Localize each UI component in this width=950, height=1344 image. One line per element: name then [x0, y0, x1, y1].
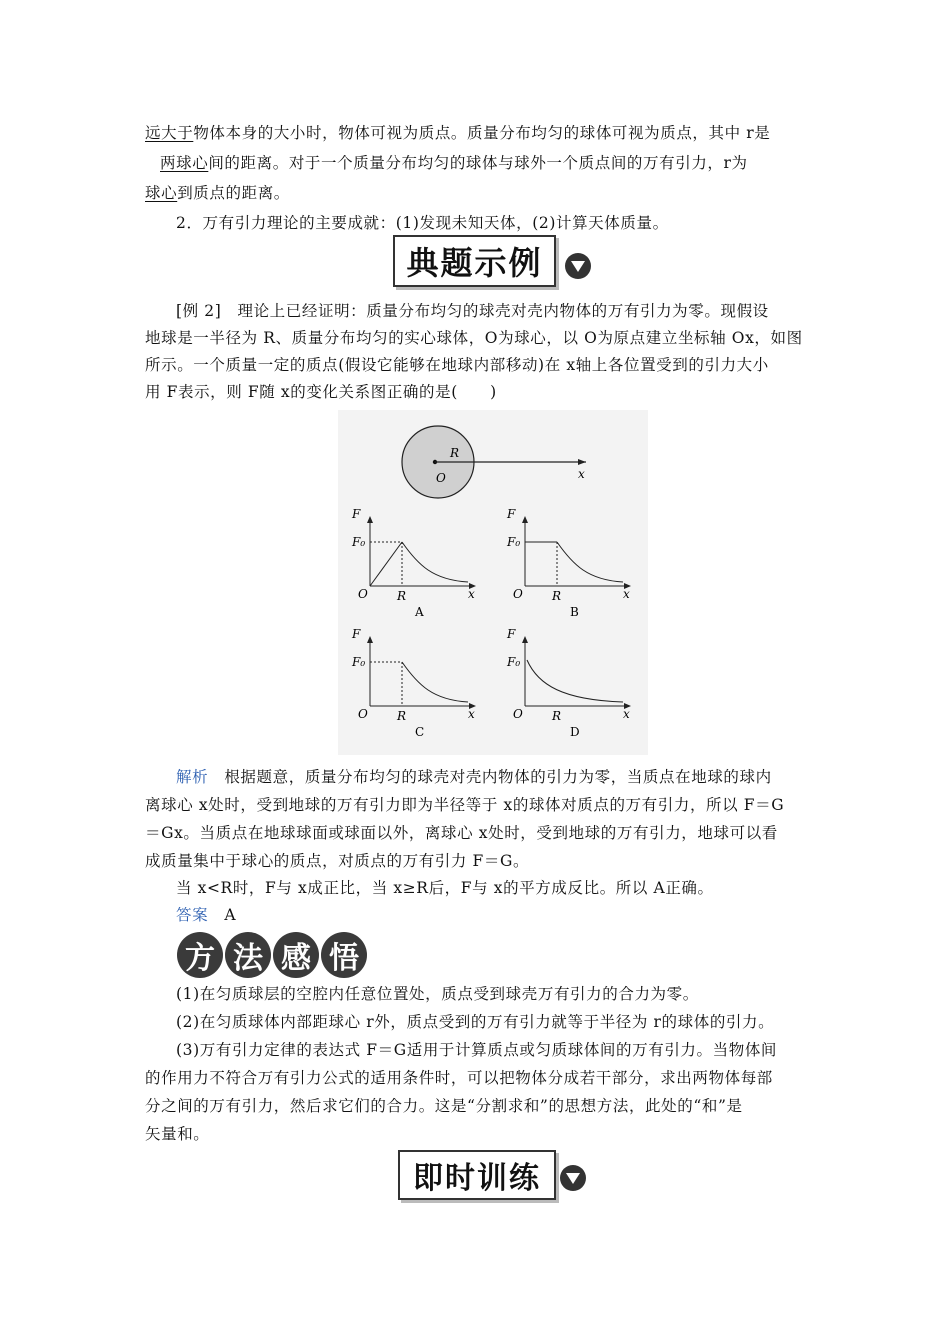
method-line-5: 分之间的万有引力，然后求它们的合力。这是“分割求和”的思想方法，此处的“和”是	[145, 1097, 743, 1115]
top-O-label: O	[436, 471, 446, 485]
x-label: x	[468, 587, 475, 601]
graph-a	[351, 507, 476, 619]
arrow-icon	[522, 516, 528, 523]
banner-label: 即时训练	[413, 1161, 541, 1196]
linear-segment	[370, 542, 402, 586]
intro-line-1	[145, 121, 770, 145]
banner-char: 悟	[321, 932, 367, 978]
analysis-label: 解析	[176, 768, 209, 786]
analysis-line-5: 当 x<R时，F与 x成正比，当 x≥R后，F与 x的平方成反比。所以 A正确。	[176, 879, 714, 897]
intro-line-3	[145, 181, 290, 205]
answer-line	[176, 903, 236, 927]
method-banner	[177, 932, 367, 978]
F0-label: F₀	[352, 655, 366, 669]
arrow-icon	[578, 459, 586, 465]
top-R-label: R	[450, 446, 460, 460]
banner-char: 感	[273, 932, 319, 978]
figure-svg	[338, 410, 648, 755]
answer-label: 答案	[176, 906, 209, 924]
R-label: R	[397, 709, 407, 723]
top-x-label: x	[578, 467, 585, 481]
O-label: O	[513, 587, 523, 601]
intro-line-2	[160, 151, 748, 175]
text: 到质点的距离。	[177, 184, 290, 202]
F-label: F	[352, 507, 361, 521]
intro-line-4: 2．万有引力理论的主要成就：(1)发现未知天体，(2)计算天体质量。	[176, 214, 669, 232]
F0-label: F₀	[352, 535, 366, 549]
x-label: x	[468, 707, 475, 721]
graph-b	[506, 507, 631, 619]
example-line-4: 用 F表示，则 F随 x的变化关系图正确的是( )	[145, 383, 497, 401]
method-line-2: (2)在匀质球体内部距球心 r外，质点受到的万有引力就等于半径为 r的球体的引力。	[176, 1013, 775, 1031]
R-label: R	[552, 589, 562, 603]
analysis-line-3: ＝Gx。当质点在地球球面或球面以外，离球心 x处时，受到地球的万有引力，地球可以看	[145, 824, 778, 842]
physics-figure	[338, 410, 648, 755]
O-label: O	[513, 707, 523, 721]
F-label: F	[507, 627, 516, 641]
section-banner-examples	[393, 235, 556, 287]
decay-curve	[557, 542, 623, 582]
example-line-3: 所示。一个质量一定的质点(假设它能够在地球内部移动)在 x轴上各位置受到的引力大小	[145, 356, 769, 374]
F-label: F	[352, 627, 361, 641]
method-line-3: (3)万有引力定律的表达式 F＝G适用于计算质点或匀质球体间的万有引力。当物体间	[176, 1041, 778, 1059]
R-label: R	[397, 589, 407, 603]
F-label: F	[507, 507, 516, 521]
arrow-icon	[367, 516, 373, 523]
banner-label: 典题示例	[406, 244, 543, 282]
text: 物体本身的大小时，物体可视为质点。质量分布均匀的球体可视为质点，其中 r是	[193, 124, 771, 142]
O-label: O	[358, 587, 368, 601]
banner-char: 方	[177, 932, 223, 978]
option-label: A	[415, 605, 424, 619]
x-label: x	[623, 587, 630, 601]
option-label: D	[570, 725, 580, 739]
option-label: C	[415, 725, 425, 739]
F0-label: F₀	[507, 655, 521, 669]
R-label: R	[552, 709, 562, 723]
method-line-1: (1)在匀质球层的空腔内任意位置处，质点受到球壳万有引力的合力为零。	[176, 985, 699, 1003]
example-line-2: 地球是一半径为 R、质量分布均匀的实心球体，O为球心，以 O为原点建立坐标轴 Ox，如图	[145, 329, 803, 347]
graph-c	[351, 627, 476, 739]
analysis-line-2: 离球心 x处时，受到地球的万有引力即为半径等于 x的球体对质点的万有引力，所以 F＝G	[145, 796, 785, 814]
decay-curve	[402, 662, 468, 702]
text: 根据题意，质量分布均匀的球壳对壳内物体的引力为零，当质点在地球的球内	[224, 768, 772, 786]
decay-curve	[527, 660, 623, 702]
underline-term: 球心	[145, 184, 178, 202]
method-line-4: 的作用力不符合万有引力公式的适用条件时，可以把物体分成若干部分，求出两物体每部	[145, 1069, 773, 1087]
analysis-line-4: 成质量集中于球心的质点，对质点的万有引力 F＝G。	[145, 852, 530, 870]
graph-d	[506, 627, 631, 739]
down-triangle-icon	[560, 1165, 586, 1191]
method-line-6: 矢量和。	[145, 1125, 210, 1143]
down-triangle-icon	[565, 253, 591, 279]
F0-label: F₀	[507, 535, 521, 549]
O-label: O	[358, 707, 368, 721]
text: 间的距离。对于一个质量分布均匀的球体与球外一个质点间的万有引力，r为	[208, 154, 748, 172]
example-line-1: [例 2] 理论上已经证明：质量分布均匀的球壳对壳内物体的万有引力为零。现假设	[176, 302, 769, 320]
underline-term: 远大于	[145, 124, 194, 142]
banner-char: 法	[225, 932, 271, 978]
option-label: B	[570, 605, 579, 619]
analysis-line-1	[176, 765, 772, 789]
arrow-icon	[522, 636, 528, 643]
arrow-icon	[367, 636, 373, 643]
decay-curve	[402, 542, 468, 582]
x-label: x	[623, 707, 630, 721]
underline-term: 两球心	[160, 154, 209, 172]
answer-value: A	[224, 906, 237, 924]
section-banner-practice	[398, 1150, 556, 1200]
